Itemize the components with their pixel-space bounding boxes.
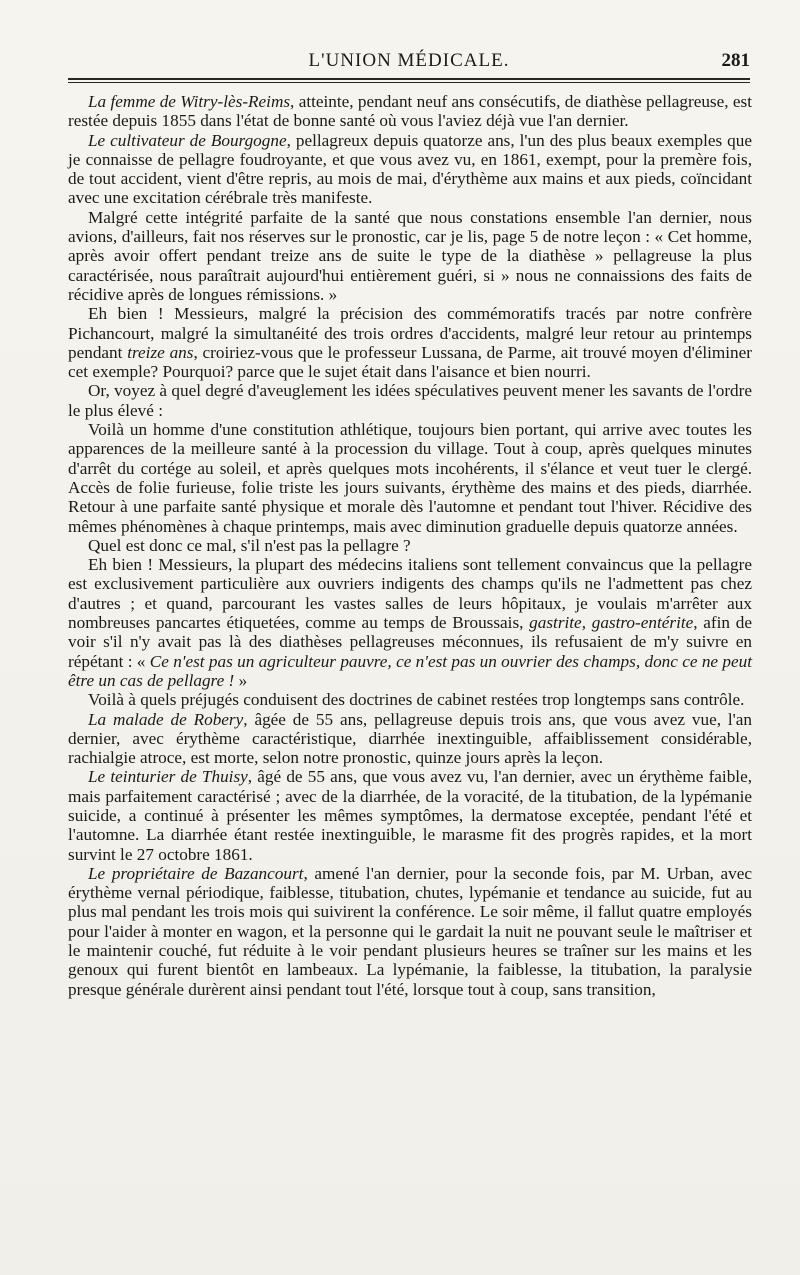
italic-text: La femme de Witry-lès-Reims <box>88 92 291 111</box>
text-run: , croiriez-vous que le professeur Lussana, de Parme, ait trouvé moyen d'éliminer cet exemple? Pourquoi? parce que le sujet était dans l'aisance et bien nourri. <box>68 342 752 382</box>
paragraph <box>68 208 752 304</box>
text-run: Quel est donc ce mal, s'il n'est pas la pellagre ? <box>88 535 411 555</box>
text-run: , atteinte, pendant neuf ans consécutifs, de diathèse pellagreuse, est restée depuis 1855 dans l'état de bonne santé où vous l'aviez déjà vue l'an dernier. <box>68 92 752 131</box>
text-run: , afin de voir s'il n'y avait pas là des diathèses pellagreuses méconnues, ils refusaient de m'y suivre en répétant : « <box>68 613 752 671</box>
text-run: Eh bien ! Messieurs, la plupart des médecins italiens sont tellement convaincus que la pellagre est exclusivement particulière aux ouvriers indigents des champs qu'ils ne l'admettent pas chez d'autres ; et quand, parcourant les vastes salles de leurs hôpitaux, je voulais m'arrêter aux nombreuses pancartes étiquetées, comme au temps de Broussais, <box>68 555 752 633</box>
paragraph <box>68 381 752 420</box>
text-run: , âgé de 55 ans, que vous avez vu, l'an dernier, avec un érythème faible, mais parfaitement caractérisé ; avec de la diarrhée, de la voracité, de la titubation, de la lypémanie suicide, a continué à présenter les mêmes symptômes, la dermatose exceptée, pendant l'été et l'automne. La diarrhée étant restée inextinguible, le marasme fit des progrès rapides, et la mort survint le 27 octobre 1861. <box>68 767 752 864</box>
paragraph <box>68 864 752 999</box>
italic-text: Le propriétaire de Bazancourt <box>88 863 304 883</box>
text-run: , âgée de 55 ans, pellagreuse depuis trois ans, que vous avez vue, l'an dernier, avec érythème caractéristique, diarrhée inextinguible, affaiblissement considérable, rachialgie atroce, est morte, selon notre pronostic, quinze jours après la leçon. <box>68 709 753 768</box>
page-number: 281 <box>721 50 750 71</box>
italic-text: treize ans <box>127 342 194 362</box>
header-rule <box>68 78 750 80</box>
paragraph <box>68 131 752 208</box>
paragraph <box>68 304 752 381</box>
paragraph <box>68 420 752 536</box>
italic-text: La malade de Robery <box>88 709 244 729</box>
paragraph <box>68 767 752 863</box>
text-run: Malgré cette intégrité parfaite de la santé que nous constations ensemble l'an dernier, nous avions, d'ailleurs, fait nos réserves sur le pronostic, car je lis, page 5 de notre leçon : « Cet homme, après avoir offert pendant treize ans de suite le type de la diathèse » pellagreuse la plus caractérisée, nous paraîtrait aujourd'hui entièrement guéri, si » nous ne connaissions des faits de récidive après de longues rémissions. » <box>68 207 752 304</box>
paragraph <box>68 555 752 690</box>
running-title: L'UNION MÉDICALE. <box>308 50 510 71</box>
body-text <box>68 92 752 999</box>
text-run: , amené l'an dernier, pour la seconde fois, par M. Urban, avec érythème vernal périodique, faiblesse, titubation, chutes, lypémanie et tendance au suicide, fut au plus mal pendant les trois mois qui suivirent la conférence. Le soir même, il fallut quatre employés pour l'aider à monter en wagon, et la personne qui le gardait la nuit ne pouvant seule le maîtriser et le maintenir couché, fut réduite à le voir pendant plusieurs heures se traîner sur les mains et les genoux qui furent bientôt en lambeaux. La lypémanie, la faiblesse, la titubation, la paralysie presque générale durèrent ainsi pendant tout l'été, lorsque tout à coup, sans transition, <box>68 863 752 999</box>
text-run: Or, voyez à quel degré d'aveuglement les idées spéculatives peuvent mener les savants de l'ordre le plus élevé : <box>68 381 752 420</box>
italic-text: Le teinturier de Thuisy <box>88 767 248 787</box>
paragraph <box>68 710 752 768</box>
text-run: Eh bien ! Messieurs, malgré la précision des commémoratifs tracés par notre confrère Pichancourt, malgré la simultanéité des trois ordres d'accidents, malgré leur retour au printemps pendant <box>68 304 752 362</box>
text-run: Voilà à quels préjugés conduisent des doctrines de cabinet restées trop longtemps sans contrôle. <box>88 690 745 710</box>
italic-text: gastrite, gastro-entérite <box>529 613 694 633</box>
paragraph <box>68 92 752 131</box>
page-header <box>68 50 750 78</box>
text-run: Voilà un homme d'une constitution athlétique, toujours bien portant, qui arrive avec toutes les apparences de la meilleure santé à la procession du village. Tout à coup, après quelques minutes d'arrêt du cortége au soleil, et après quelques mots incohérents, il s'élance et veut tuer le clergé. Accès de folie furieuse, folie triste les jours suivants, érythème des mains et des pieds, diarrhée. Retour à une parfaite santé physique et morale dès l'automne et pendant tout l'hiver. Récidive des mêmes phénomènes à chaque printemps, mais avec diminution graduelle depuis quatorze années. <box>68 420 752 536</box>
italic-text: Le cultivateur de Bourgogne <box>88 130 287 150</box>
paragraph <box>68 690 752 709</box>
paragraph <box>68 536 752 555</box>
text-run: , pellagreux depuis quatorze ans, l'un des plus beaux exemples que je connaisse de pellagre foudroyante, et que vous avez vu, en 1861, exempt, pour la premère fois, de tout accident, vient d'être repris, au mois de mai, d'érythème aux mains et aux pieds, coïncidant avec une excitation cérébrale très manifeste. <box>68 130 752 208</box>
italic-text: Ce n'est pas un agriculteur pauvre, ce n'est pas un ouvrier des champs, donc ce ne peut être un cas de pellagre ! <box>68 651 752 690</box>
header-rule-thin <box>68 82 750 83</box>
text-run: » <box>234 670 248 690</box>
